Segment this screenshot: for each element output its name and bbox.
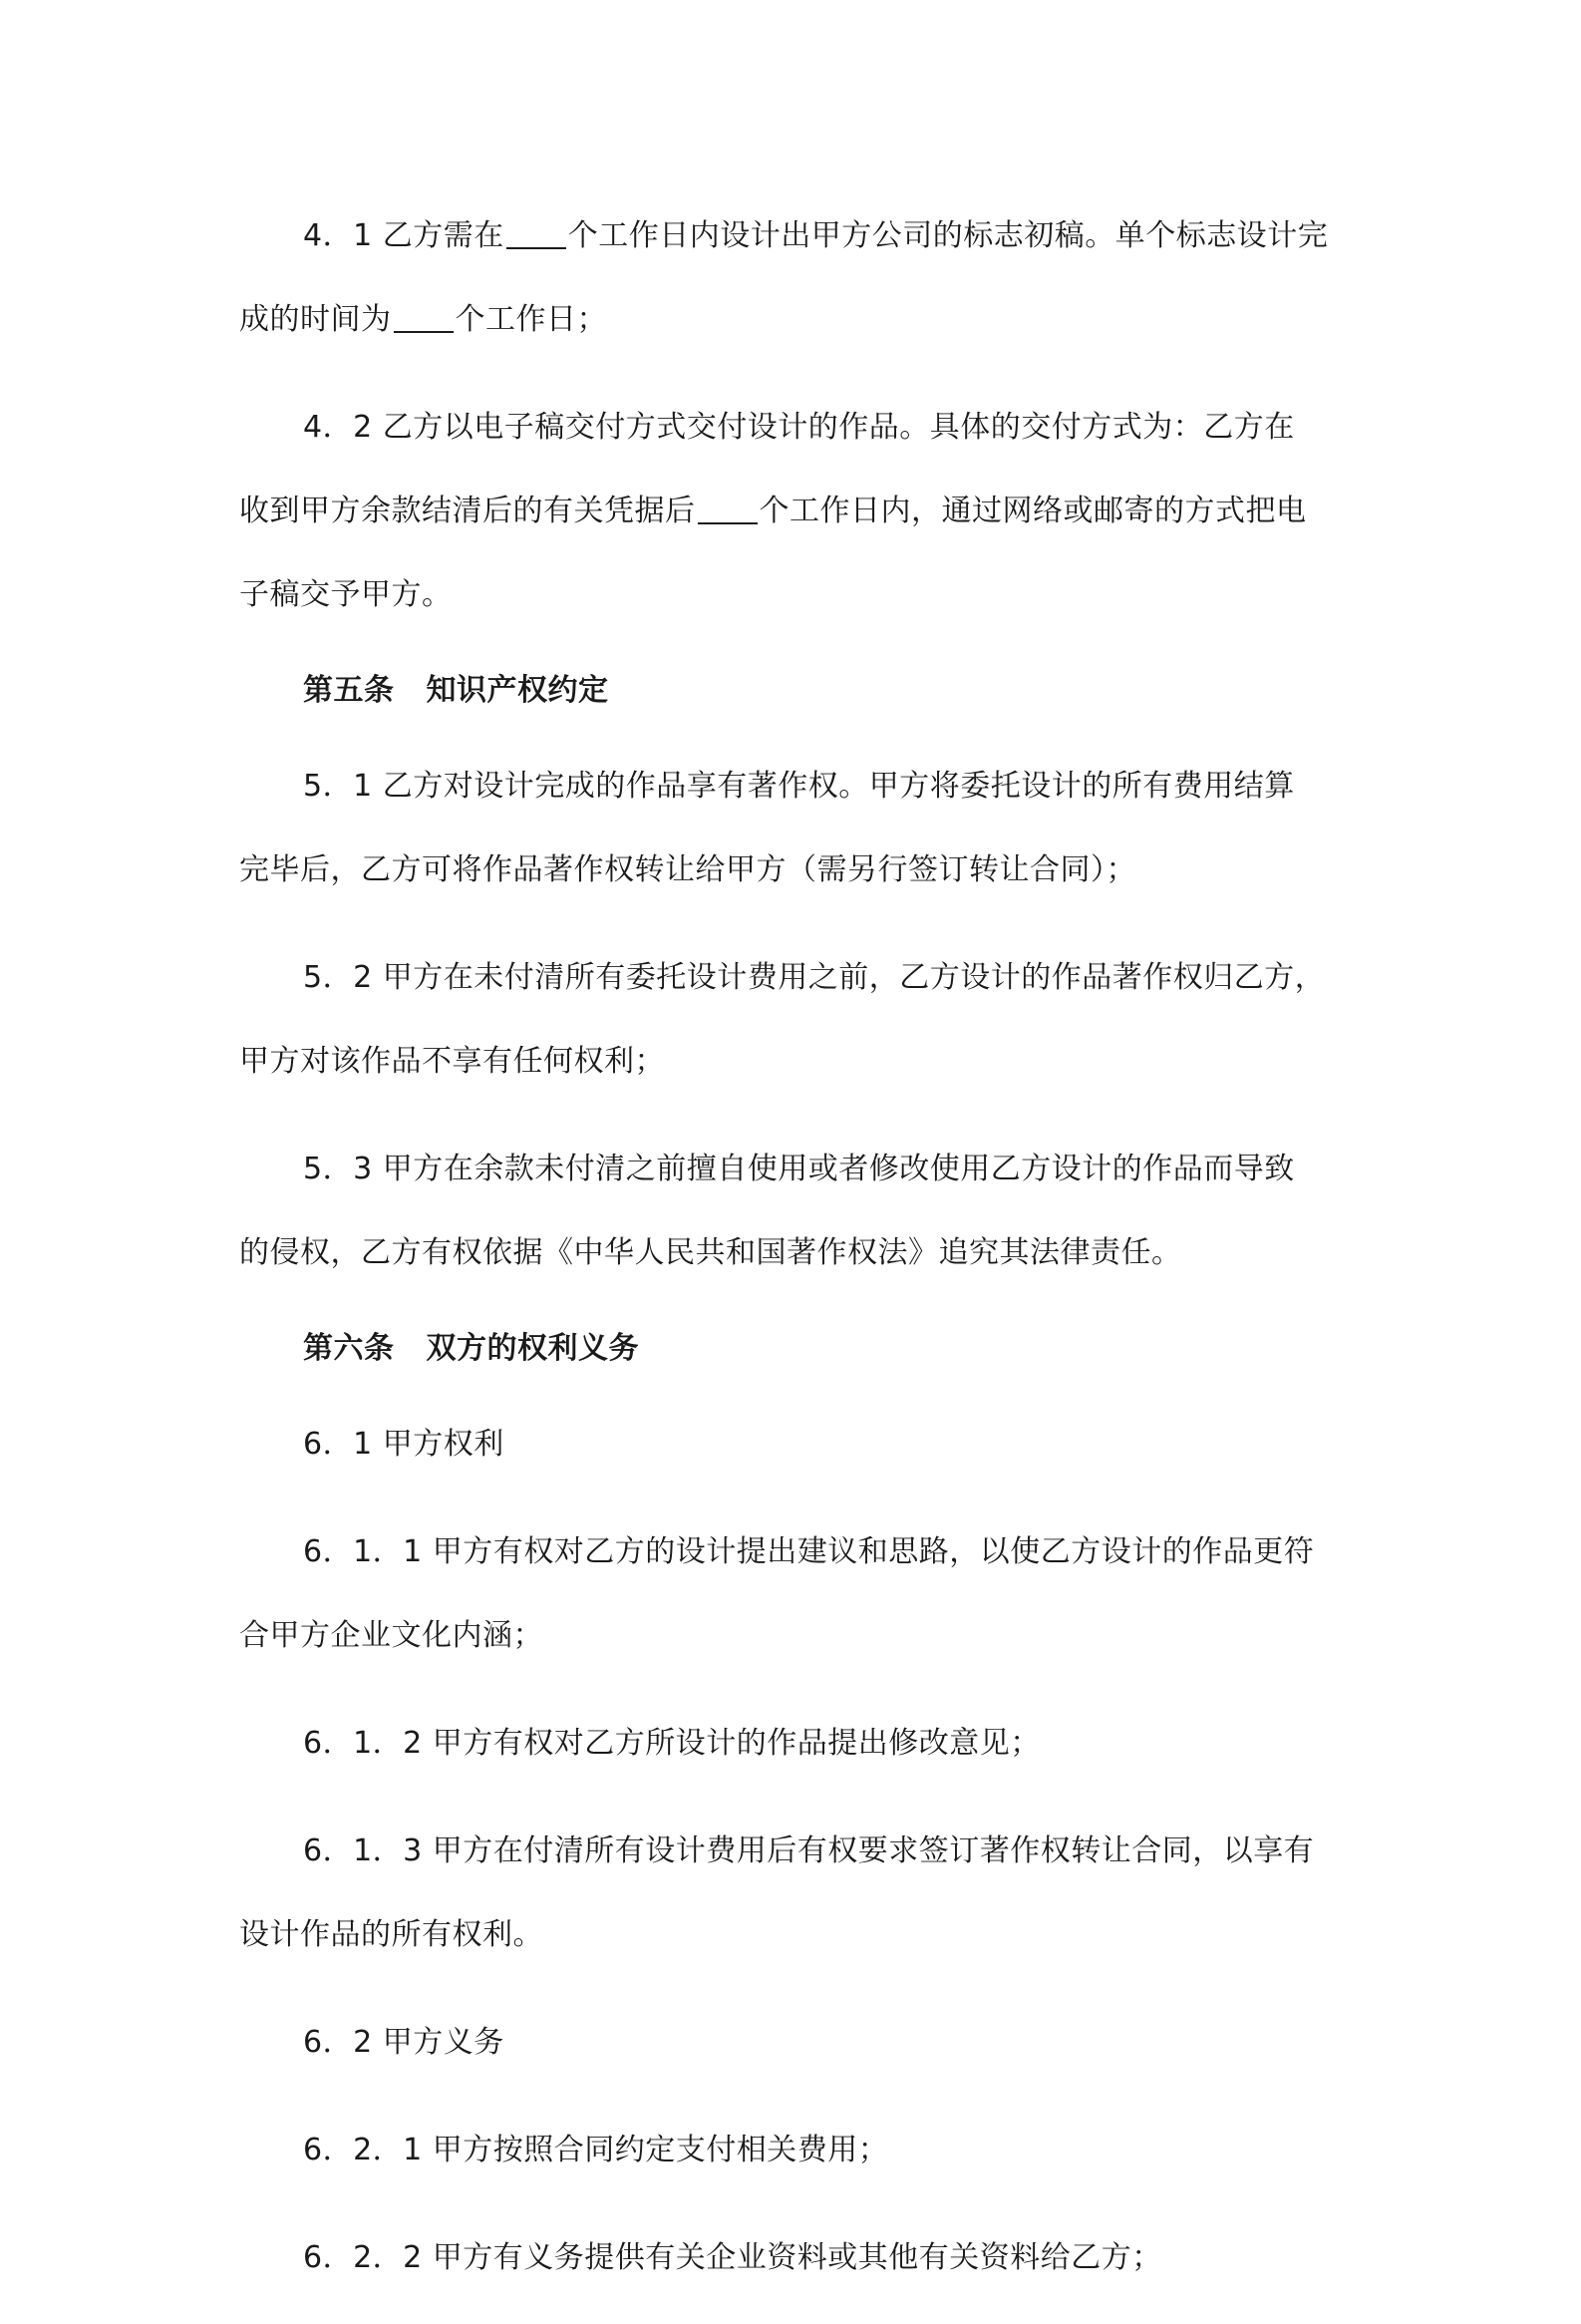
clause-6-2 — [239, 2001, 1346, 2085]
clause-5-2-line1: 5．2 甲方在未付清所有委托设计费用之前，乙方设计的作品著作权归乙方， — [303, 960, 1326, 995]
article-5-title: 知识产权约定 — [426, 673, 609, 708]
clause-5-1 — [239, 745, 1346, 912]
clause-4-1-text-c: 成的时间为 — [239, 302, 392, 337]
clause-4-2-text-c: 个工作日内，通过网络或邮寄的方式把电 — [759, 494, 1307, 528]
clause-5-2-line2: 甲方对该作品不享有任何权利； — [239, 1044, 665, 1079]
clause-6-1-2 — [239, 1702, 1346, 1786]
document-body — [239, 194, 1346, 2324]
clause-4-1-text-d: 个工作日； — [455, 302, 607, 337]
clause-6-1-2-text: 6．1．2 甲方有权对乙方所设计的作品提出修改意见； — [303, 1726, 1041, 1761]
clause-6-1-3-line1: 6．1．3 甲方在付清所有设计费用后有权要求签订著作权转让合同，以享有 — [303, 1833, 1315, 1868]
clause-5-1-line2: 完毕后，乙方可将作品著作权转让给甲方（需另行签订转让合同）； — [239, 852, 1136, 887]
clause-6-1 — [239, 1403, 1346, 1487]
blank-line — [394, 301, 454, 333]
clause-6-2-text: 6．2 甲方义务 — [303, 2025, 504, 2060]
clause-6-1-1 — [239, 1510, 1346, 1678]
clause-5-3-line1: 5．3 甲方在余款未付清之前擅自使用或者修改使用乙方设计的作品而导致 — [303, 1152, 1295, 1186]
clause-5-2 — [239, 936, 1346, 1104]
article-5-number: 第五条 — [303, 673, 395, 708]
article-6-title: 双方的权利义务 — [426, 1331, 639, 1366]
clause-6-1-1-line1: 6．1．1 甲方有权对乙方的设计提出建议和思路，以使乙方设计的作品更符 — [303, 1534, 1315, 1569]
clause-4-2-text-b: 收到甲方余款结清后的有关凭据后 — [239, 494, 696, 528]
clause-6-2-2 — [239, 2216, 1346, 2300]
clause-4-2-text-d: 子稿交予甲方。 — [239, 577, 453, 612]
article-5-heading — [239, 661, 1346, 721]
clause-4-2 — [239, 386, 1346, 637]
clause-6-2-1-text: 6．2．1 甲方按照合同约定支付相关费用； — [303, 2133, 889, 2167]
blank-line — [698, 493, 758, 524]
clause-6-1-3 — [239, 1810, 1346, 1977]
article-6-heading — [239, 1319, 1346, 1379]
article-6-number: 第六条 — [303, 1331, 395, 1366]
clause-5-1-line1: 5．1 乙方对设计完成的作品享有著作权。甲方将委托设计的所有费用结算 — [303, 769, 1295, 804]
clause-6-2-2-text: 6．2．2 甲方有义务提供有关企业资料或其他有关资料给乙方； — [303, 2240, 1162, 2275]
clause-5-3 — [239, 1128, 1346, 1295]
clause-4-1-text-b: 个工作日内设计出甲方公司的标志初稿。单个标志设计完 — [567, 218, 1329, 253]
clause-6-1-text: 6．1 甲方权利 — [303, 1427, 504, 1462]
clause-6-2-1 — [239, 2109, 1346, 2192]
clause-5-3-line2: 的侵权，乙方有权依据《中华人民共和国著作权法》追究其法律责任。 — [239, 1235, 1182, 1270]
clause-6-1-1-line2: 合甲方企业文化内涵； — [239, 1618, 543, 1653]
clause-4-1 — [239, 194, 1346, 362]
blank-line — [506, 217, 566, 249]
clause-4-1-text-a: 4．1 乙方需在 — [303, 218, 504, 253]
clause-6-1-3-line2: 设计作品的所有权利。 — [239, 1917, 543, 1952]
clause-4-2-text-a: 4．2 乙方以电子稿交付方式交付设计的作品。具体的交付方式为：乙方在 — [303, 410, 1295, 445]
